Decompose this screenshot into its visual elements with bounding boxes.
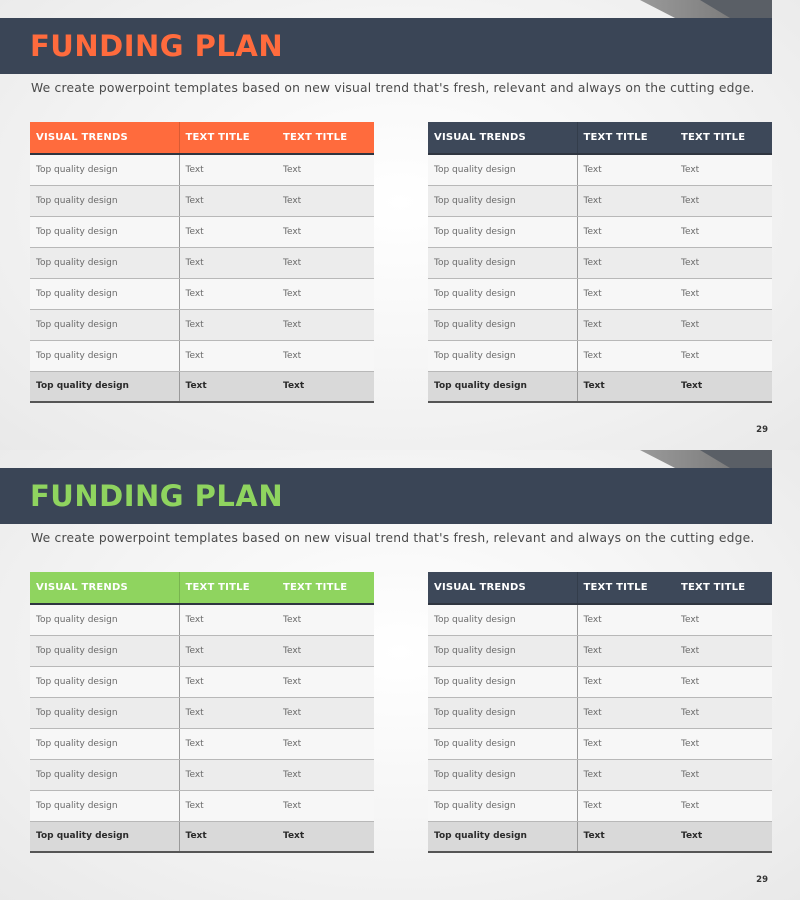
table-cell: Top quality design	[30, 604, 179, 635]
table-cell: Text	[675, 247, 772, 278]
column-header: TEXT TITLE	[277, 572, 374, 604]
table-row	[30, 216, 374, 247]
table-cell: Top quality design	[30, 247, 179, 278]
table-row	[428, 247, 772, 278]
table-cell: Text	[675, 666, 772, 697]
table-cell: Text	[675, 371, 772, 402]
table-total-row	[428, 371, 772, 402]
table-cell: Text	[277, 309, 374, 340]
table-row	[428, 604, 772, 635]
table-cell: Text	[577, 340, 675, 371]
table-cell: Text	[577, 666, 675, 697]
column-header: TEXT TITLE	[577, 572, 675, 604]
table-cell: Text	[179, 247, 277, 278]
column-header: VISUAL TRENDS	[428, 572, 577, 604]
table-cell: Text	[179, 697, 277, 728]
column-header: TEXT TITLE	[179, 122, 277, 154]
table-cell: Text	[577, 697, 675, 728]
table-row	[428, 666, 772, 697]
slide-title: FUNDING PLAN	[30, 479, 284, 513]
table-cell: Text	[179, 604, 277, 635]
table-header-row	[30, 572, 374, 604]
column-header: TEXT TITLE	[675, 122, 772, 154]
table-header-row	[30, 122, 374, 154]
column-header: VISUAL TRENDS	[30, 122, 179, 154]
table-cell: Top quality design	[30, 185, 179, 216]
column-header: TEXT TITLE	[675, 572, 772, 604]
funding-table-left	[30, 122, 374, 403]
table-cell: Text	[277, 604, 374, 635]
table-cell: Top quality design	[30, 697, 179, 728]
table-row	[428, 309, 772, 340]
table-cell: Text	[577, 185, 675, 216]
table-cell: Top quality design	[428, 604, 577, 635]
table-row	[428, 278, 772, 309]
table-cell: Text	[277, 728, 374, 759]
table-cell: Top quality design	[428, 790, 577, 821]
table-cell: Text	[577, 790, 675, 821]
slide-subtitle: We create powerpoint templates based on new visual trend that's fresh, relevant and always on the cutting edge.	[31, 81, 755, 95]
table-row	[30, 340, 374, 371]
table-row	[30, 635, 374, 666]
table-cell: Top quality design	[428, 154, 577, 185]
table-cell: Text	[675, 604, 772, 635]
slide-2	[0, 450, 800, 900]
table-cell: Text	[577, 247, 675, 278]
table-cell: Text	[277, 371, 374, 402]
table-row	[30, 728, 374, 759]
table-cell: Top quality design	[428, 247, 577, 278]
funding-table-right	[428, 122, 772, 403]
table-cell: Text	[577, 604, 675, 635]
table-cell: Text	[277, 278, 374, 309]
table-cell: Text	[277, 247, 374, 278]
table-cell: Top quality design	[30, 790, 179, 821]
column-header: TEXT TITLE	[179, 572, 277, 604]
table-total-row	[30, 821, 374, 852]
table-cell: Top quality design	[30, 821, 179, 852]
table-cell: Top quality design	[428, 821, 577, 852]
table-row	[428, 790, 772, 821]
table-cell: Top quality design	[428, 278, 577, 309]
table-cell: Top quality design	[30, 216, 179, 247]
column-header: TEXT TITLE	[277, 122, 374, 154]
table-row	[428, 728, 772, 759]
table-cell: Text	[277, 759, 374, 790]
table-cell: Text	[577, 759, 675, 790]
table-cell: Text	[179, 154, 277, 185]
table-header-row	[428, 572, 772, 604]
table-row	[30, 309, 374, 340]
table-cell: Text	[277, 340, 374, 371]
table-row	[30, 697, 374, 728]
slide-subtitle: We create powerpoint templates based on new visual trend that's fresh, relevant and always on the cutting edge.	[31, 531, 755, 545]
table-cell: Text	[277, 154, 374, 185]
table-row	[30, 666, 374, 697]
table-cell: Text	[675, 697, 772, 728]
table-cell: Text	[179, 635, 277, 666]
table-cell: Text	[675, 759, 772, 790]
slide-title: FUNDING PLAN	[30, 29, 284, 63]
table-row	[30, 790, 374, 821]
page-number: 29	[756, 425, 768, 435]
page-number: 29	[756, 875, 768, 885]
table-cell: Top quality design	[428, 185, 577, 216]
table-cell: Top quality design	[30, 340, 179, 371]
table-row	[428, 154, 772, 185]
table-cell: Top quality design	[30, 666, 179, 697]
table-cell: Text	[577, 154, 675, 185]
table-cell: Text	[577, 821, 675, 852]
table-row	[30, 604, 374, 635]
table-cell: Text	[675, 216, 772, 247]
table-cell: Text	[577, 728, 675, 759]
column-header: VISUAL TRENDS	[30, 572, 179, 604]
table-cell: Text	[675, 728, 772, 759]
table-cell: Text	[675, 635, 772, 666]
table-total-row	[30, 371, 374, 402]
table-cell: Text	[277, 216, 374, 247]
table-row	[30, 185, 374, 216]
table-cell: Text	[675, 340, 772, 371]
table-row	[428, 697, 772, 728]
table-row	[428, 185, 772, 216]
table-row	[30, 154, 374, 185]
table-cell: Text	[675, 821, 772, 852]
table-cell: Top quality design	[428, 371, 577, 402]
table-cell: Text	[277, 666, 374, 697]
table-total-row	[428, 821, 772, 852]
table-header-row	[428, 122, 772, 154]
table-cell: Text	[179, 309, 277, 340]
table-cell: Text	[675, 278, 772, 309]
funding-table-left	[30, 572, 374, 853]
table-cell: Top quality design	[428, 759, 577, 790]
table-cell: Top quality design	[428, 216, 577, 247]
table-cell: Text	[179, 666, 277, 697]
column-header: TEXT TITLE	[577, 122, 675, 154]
table-cell: Top quality design	[428, 666, 577, 697]
table-row	[428, 340, 772, 371]
table-cell: Text	[179, 759, 277, 790]
table-row	[428, 635, 772, 666]
table-cell: Text	[179, 821, 277, 852]
table-cell: Text	[277, 821, 374, 852]
table-cell: Top quality design	[30, 278, 179, 309]
table-cell: Top quality design	[428, 635, 577, 666]
table-cell: Text	[675, 185, 772, 216]
table-cell: Text	[179, 790, 277, 821]
table-row	[428, 216, 772, 247]
table-cell: Top quality design	[30, 759, 179, 790]
table-cell: Text	[277, 185, 374, 216]
table-cell: Top quality design	[30, 154, 179, 185]
table-cell: Text	[277, 635, 374, 666]
table-cell: Top quality design	[30, 371, 179, 402]
table-cell: Text	[179, 185, 277, 216]
column-header: VISUAL TRENDS	[428, 122, 577, 154]
table-row	[428, 759, 772, 790]
table-cell: Text	[577, 635, 675, 666]
table-row	[30, 278, 374, 309]
table-cell: Text	[675, 790, 772, 821]
table-row	[30, 759, 374, 790]
table-cell: Text	[577, 309, 675, 340]
table-cell: Top quality design	[428, 697, 577, 728]
funding-table-right	[428, 572, 772, 853]
table-cell: Top quality design	[428, 728, 577, 759]
table-cell: Text	[179, 371, 277, 402]
table-cell: Text	[179, 278, 277, 309]
table-cell: Text	[675, 309, 772, 340]
table-cell: Text	[577, 371, 675, 402]
table-cell: Top quality design	[428, 309, 577, 340]
table-cell: Top quality design	[30, 635, 179, 666]
table-cell: Top quality design	[428, 340, 577, 371]
table-cell: Top quality design	[30, 309, 179, 340]
table-cell: Text	[277, 697, 374, 728]
table-cell: Text	[577, 216, 675, 247]
table-cell: Text	[179, 216, 277, 247]
table-cell: Text	[277, 790, 374, 821]
table-cell: Text	[675, 154, 772, 185]
table-row	[30, 247, 374, 278]
table-cell: Top quality design	[30, 728, 179, 759]
table-cell: Text	[179, 340, 277, 371]
table-cell: Text	[577, 278, 675, 309]
table-cell: Text	[179, 728, 277, 759]
